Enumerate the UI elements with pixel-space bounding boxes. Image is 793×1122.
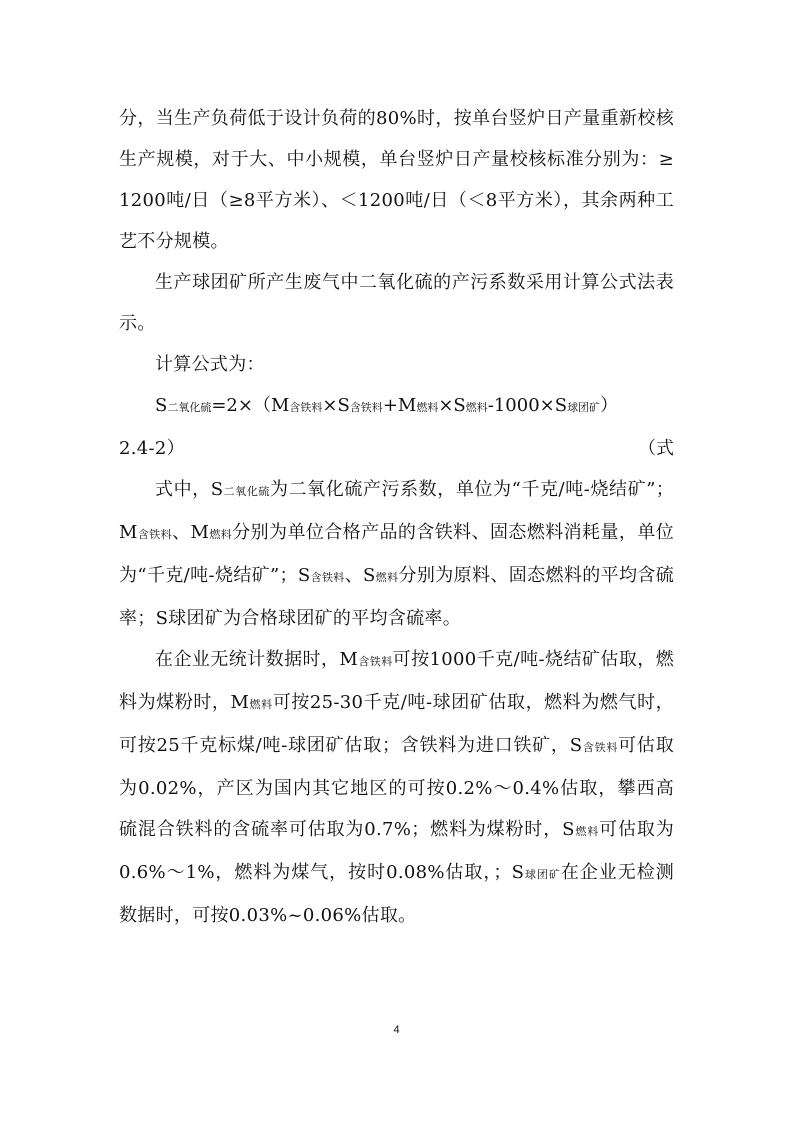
- subscript: 含铁料: [137, 528, 173, 541]
- subscript: 含铁料: [310, 571, 345, 584]
- subscript: 燃料: [574, 825, 600, 838]
- formula-text: ×S: [438, 395, 466, 416]
- paragraph-5: [119, 639, 674, 936]
- formula-subscript: 二氧化硫: [167, 401, 212, 414]
- formula-text: =2×（M: [211, 395, 290, 416]
- subscript: 二氧化硫: [223, 485, 271, 498]
- formula-subscript: 球团矿: [567, 401, 601, 414]
- subscript: 燃料: [375, 571, 399, 584]
- text-run: 可按1000千克/吨-烧结矿估取，燃料为煤粉时，M: [119, 649, 675, 713]
- formula-text: ×S: [322, 395, 350, 416]
- body-text: [119, 98, 674, 936]
- subscript: 球团矿: [524, 868, 561, 881]
- text-run: 在企业无检测数据时，可按0.03%~0.06%估取。: [119, 862, 674, 926]
- text-run: 式中，S: [155, 479, 224, 500]
- page-number: 4: [393, 1024, 400, 1036]
- paragraph-3: 计算公式为：: [155, 354, 265, 375]
- text-run: 可估取为0.02%，产区为国内其它地区的可按0.2%～0.4%估取，攀西高硫混合铁料的含硫率可估取为0.7%；燃料为煤粉时，S: [119, 735, 675, 840]
- paragraph-1: 分，当生产负荷低于设计负荷的80%时，按单台竖炉日产量重新校核生产规模，对于大、中小规模，单台竖炉日产量校核标准分别为：≥1200吨/日（≥8平方米）、＜1200吨/日（＜8平方米），其余两种工艺不分规模。: [119, 108, 674, 252]
- subscript: 燃料: [249, 698, 273, 711]
- formula-subscript: 含铁料: [289, 401, 323, 414]
- formula-subscript: 燃料: [465, 401, 488, 414]
- formula-text: ）: [600, 395, 619, 416]
- paragraph-2: 生产球团矿所产生废气中二氧化硫的产污系数采用计算公式法表示。: [119, 272, 674, 334]
- text-run: 分别为原料、固态燃料的平均含硫率；S球团矿为合格球团矿的平均含硫率。: [119, 565, 675, 629]
- formula-subscript: 含铁料: [349, 401, 383, 414]
- formula-tag: （式: [638, 438, 674, 459]
- text-run: 、M: [172, 522, 210, 543]
- text-run: 为二氧化硫产污系数，单位为“千克/吨-烧结矿”；M: [119, 479, 675, 543]
- subscript: 燃料: [209, 528, 233, 541]
- formula-subscript: 燃料: [416, 401, 439, 414]
- formula-text: -1000×S: [487, 395, 568, 416]
- formula-text: +M: [382, 395, 417, 416]
- subscript: 含铁料: [582, 741, 619, 754]
- paragraph-4: [119, 469, 674, 639]
- text-run: 、S: [344, 565, 376, 586]
- text-run: 在企业无统计数据时，M: [155, 649, 359, 670]
- subscript: 含铁料: [358, 655, 393, 668]
- text-run: 分别为单位合格产品的含铁料、固态燃料消耗量，单位为“千克/吨-烧结矿”；S: [119, 522, 675, 586]
- formula-tag-number: 2.4-2）: [119, 438, 185, 459]
- text-run: 可估取为0.6%～1%，燃料为煤气，按时0.08%估取，；S: [119, 819, 674, 883]
- text-run: 可按25-30千克/吨-球团矿估取，燃料为燃气时，可按25千克标煤/吨-球团矿估取；含铁料为进口铁矿，S: [119, 692, 674, 756]
- formula-text: S: [155, 395, 168, 416]
